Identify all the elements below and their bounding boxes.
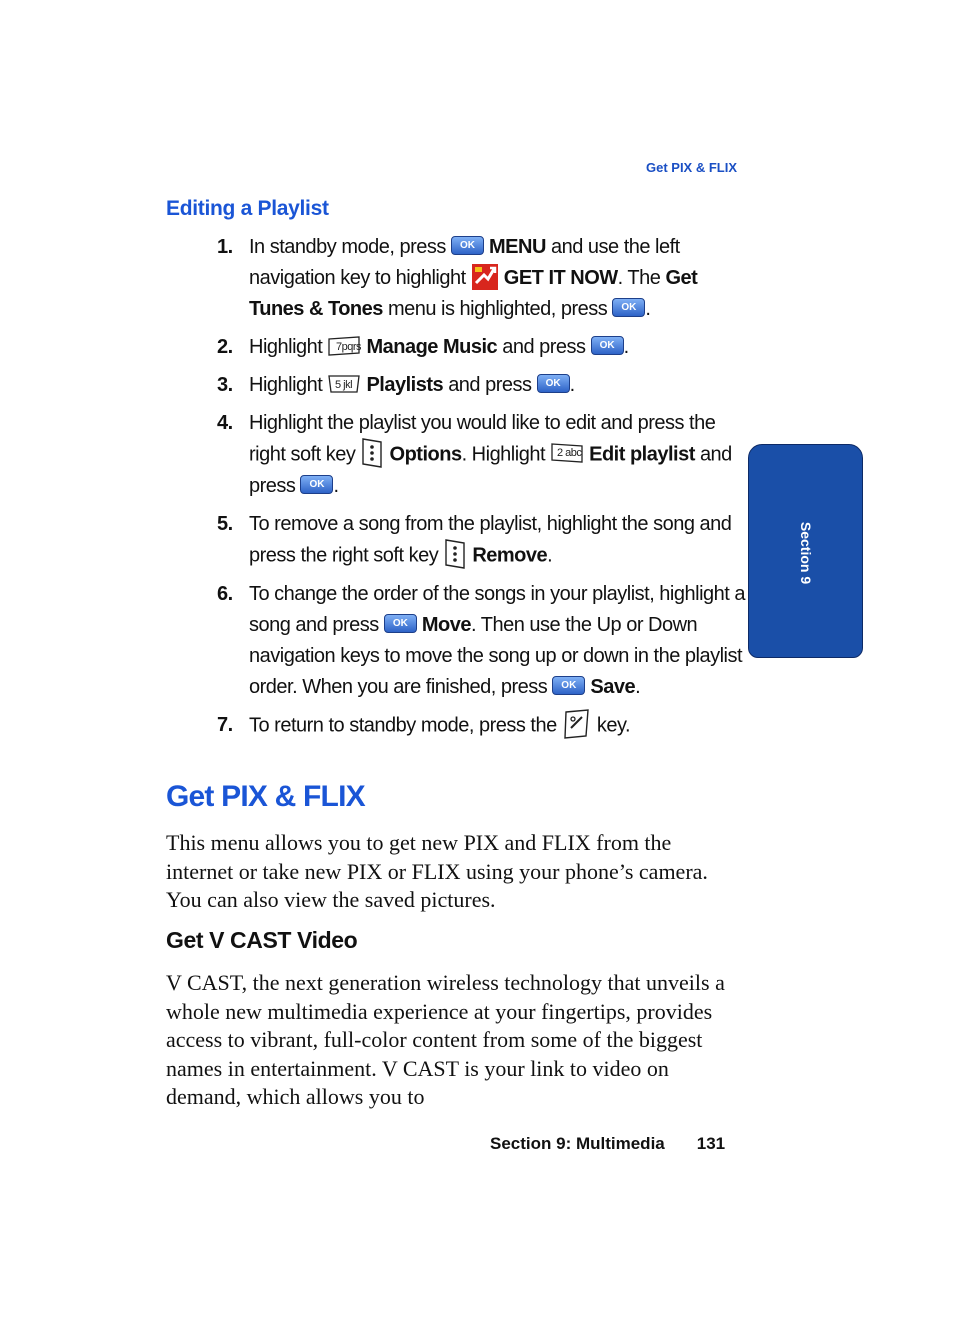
- footer-section: Section 9: Multimedia: [490, 1134, 665, 1153]
- step-bold: Get Tunes & Tones: [249, 267, 698, 320]
- step-2: [215, 332, 745, 363]
- steps-list: [215, 232, 745, 749]
- step-bold: MENU: [489, 236, 546, 258]
- svg-text:5 jkl: 5 jkl: [335, 378, 353, 391]
- step-text: and press: [448, 374, 532, 396]
- step-number: 4.: [217, 412, 233, 434]
- subheading: Get V CAST Video: [166, 927, 358, 953]
- ok-key-icon: OK: [451, 236, 484, 255]
- step-number: 6.: [217, 583, 233, 605]
- intro-paragraph: This menu allows you to get new PIX and FLIX from the internet or take new PIX or FLIX using your phone’s camera. You can also view the saved pictures.: [166, 830, 708, 912]
- step-number: 7.: [217, 714, 233, 736]
- number-key-7-icon: [327, 336, 361, 356]
- step-bold: Remove: [472, 544, 548, 567]
- step-text: .: [569, 374, 575, 396]
- ok-key-icon: OK: [384, 614, 417, 633]
- step-bold: Manage Music: [366, 336, 498, 358]
- page-footer: [490, 1134, 725, 1154]
- step-text: .: [635, 676, 641, 698]
- step-text: Highlight: [249, 336, 323, 358]
- step-6: [215, 579, 745, 703]
- step-number: 1.: [217, 236, 233, 258]
- step-text: .: [547, 544, 553, 567]
- page-number: 131: [696, 1134, 726, 1153]
- step-bold: Options: [389, 443, 462, 466]
- step-3: [215, 370, 745, 401]
- step-bold: Move: [421, 614, 472, 636]
- step-text: key.: [596, 714, 631, 737]
- step-text: .: [333, 475, 339, 497]
- ok-key-icon: OK: [591, 336, 624, 355]
- svg-text:7pqrs: 7pqrs: [336, 340, 362, 353]
- step-number: 2.: [217, 336, 233, 358]
- step-7: [215, 710, 745, 742]
- step-bold: Playlists: [366, 374, 444, 396]
- main-heading: Get PIX & FLIX: [166, 780, 365, 813]
- svg-text:2 abc: 2 abc: [557, 447, 582, 459]
- section-tab-label: Section 9: [798, 521, 814, 585]
- step-number: 3.: [217, 374, 233, 396]
- ok-key-icon: OK: [552, 676, 585, 695]
- right-soft-key-icon: [360, 437, 384, 469]
- step-text: Highlight: [249, 374, 323, 396]
- running-head: Get PIX & FLIX: [645, 160, 737, 175]
- number-key-2-icon: [550, 443, 584, 463]
- step-bold: Save: [590, 676, 636, 698]
- step-4: [215, 408, 745, 502]
- step-text: To return to standby mode, press the: [249, 714, 557, 737]
- step-text: .: [645, 298, 651, 320]
- section-heading: Editing a Playlist: [166, 197, 329, 220]
- step-text: To change the order of the songs in your playlist, highlight a song and press: [249, 583, 745, 636]
- step-text: To remove a song from the playlist, highlight the song and press the right soft key: [249, 513, 732, 567]
- step-text: . Then use the Up or Down navigation keys to move the song up or down in the playlist order. When you are finished, press: [249, 614, 743, 698]
- step-number: 5.: [217, 513, 233, 535]
- vcast-paragraph: V CAST, the next generation wireless technology that unveils a whole new multimedia experience at your fingertips, provides access to vibrant, full-color content from some of the biggest names in entertainment. V CAST is your link to video on demand, which allows you to: [166, 970, 725, 1109]
- end-key-icon: [562, 708, 592, 740]
- step-text: . Highlight: [461, 443, 545, 466]
- step-text: In standby mode, press: [249, 236, 446, 258]
- step-text: .: [623, 336, 629, 358]
- step-text: . The: [617, 267, 661, 289]
- ok-key-icon: OK: [612, 298, 645, 317]
- section-tab: [748, 444, 863, 658]
- step-text: Highlight the playlist you would like to edit and press the right soft key: [249, 412, 716, 466]
- step-bold: GET IT NOW: [503, 267, 618, 289]
- step-text: menu is highlighted, press: [387, 298, 608, 320]
- get-it-now-icon: [471, 263, 499, 291]
- step-5: [215, 509, 745, 572]
- step-text: and use the left navigation key to highlight: [249, 236, 680, 289]
- step-text: and press: [249, 443, 732, 497]
- ok-key-icon: OK: [300, 475, 333, 494]
- ok-key-icon: OK: [537, 374, 570, 393]
- right-soft-key-icon: [443, 538, 467, 570]
- number-key-5-icon: [327, 374, 361, 394]
- step-1: [215, 232, 745, 325]
- step-bold: Edit playlist: [589, 443, 695, 466]
- step-text: and press: [502, 336, 586, 358]
